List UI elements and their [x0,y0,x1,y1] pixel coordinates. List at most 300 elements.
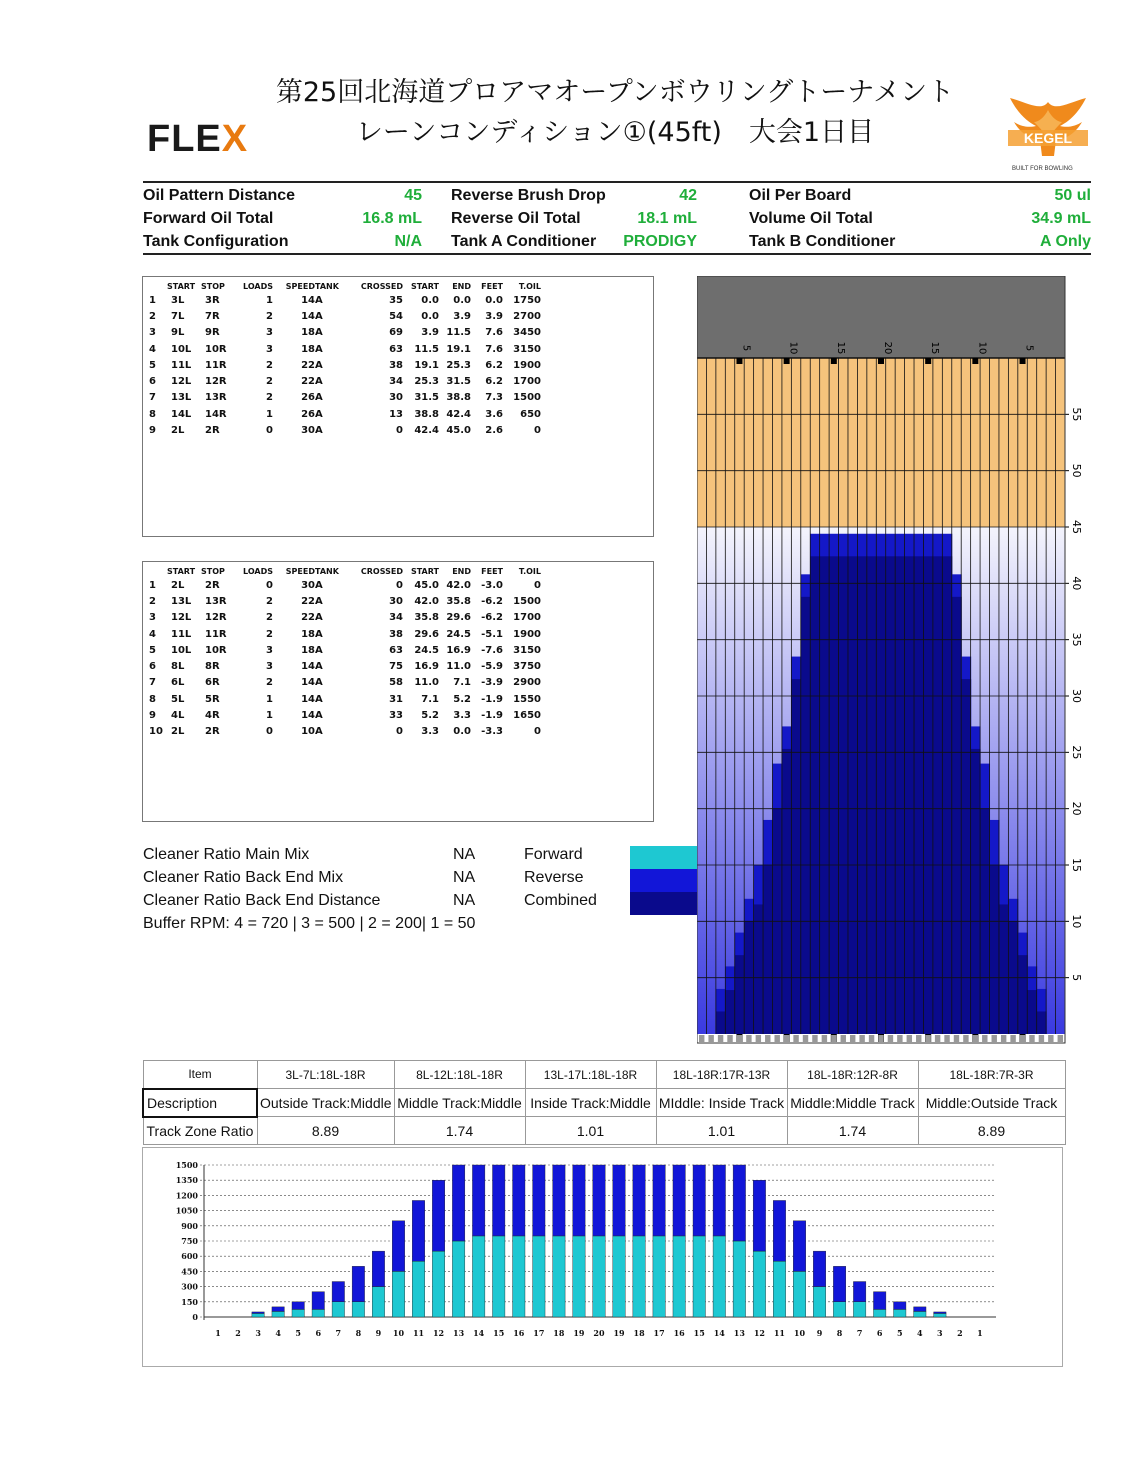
bar-segment-reverse [773,1200,785,1261]
pattern-summary [143,181,1091,255]
load-cell: 10R [205,343,227,355]
load-cell: 31.5 [414,392,439,404]
cleaner-label: Cleaner Ratio Main Mix [143,846,310,863]
load-cell: 3L [171,294,185,306]
distance-label: 50 [1070,463,1083,478]
load-cell: A [315,726,323,738]
target-marker [925,358,931,364]
load-cell: 19.1 [446,343,471,355]
load-cell: 4 [149,343,156,355]
legend-label: Forward [524,846,583,863]
zone-cell: Middle:Outside Track [918,1089,1065,1117]
bar-segment-reverse [693,1165,705,1236]
load-cell: 2 [266,359,273,371]
load-cell: 4 [149,628,156,640]
zone-cell: Middle Track:Middle [394,1089,525,1117]
board-label: 5 [1023,344,1035,352]
load-cell: 11.0 [414,677,439,689]
load-cell: 2 [266,677,273,689]
load-cell: 1750 [513,294,541,306]
bar-segment-reverse [553,1165,565,1236]
load-cell: 9R [205,327,220,339]
load-cell: 38 [389,628,403,640]
bar-segment-forward [332,1302,344,1317]
dot-marker [737,1035,742,1042]
load-cell: 5.2 [453,693,471,705]
load-cell: 9 [149,710,156,722]
load-cell: A [315,628,323,640]
bar-segment-forward [272,1311,284,1317]
zone-cell: Track Zone Ratio [143,1117,257,1145]
bar-segment-forward [312,1309,324,1317]
board-oil-dark [763,865,773,1034]
bar-segment-forward [733,1241,745,1317]
load-cell: 45.0 [414,579,439,591]
summary-label: Oil Per Board [749,187,852,204]
load-column-header: START [167,281,196,291]
load-column-header: SPEED [285,566,315,576]
load-cell: 7.6 [485,327,503,339]
dot-marker [831,1035,836,1042]
load-cell: 3 [266,661,273,673]
load-cell: 1 [266,294,273,306]
load-cell: -3.0 [481,579,503,591]
load-cell: 29.6 [446,612,471,624]
load-row [149,422,541,438]
load-cell: 4R [205,710,220,722]
board-oil-dark [971,749,981,1034]
summary-label: Reverse Oil Total [451,210,581,227]
load-row [149,390,541,406]
load-cell: 6R [205,677,220,689]
bar-segment-forward [493,1236,505,1317]
zone-row [143,1061,1065,1089]
load-cell: 38.8 [446,392,471,404]
load-row [149,341,541,357]
load-column-header: SPEED [285,281,315,291]
load-cell: 3R [205,294,220,306]
load-cell: 2 [266,376,273,388]
board-oil-dark [1018,955,1028,1034]
summary-label: Forward Oil Total [143,210,274,227]
x-tick-label: 7 [335,1328,342,1338]
load-cell: A [315,579,323,591]
summary-label: Tank B Conditioner [749,233,896,250]
summary-value: 16.8 mL [362,210,422,227]
x-tick-label: 6 [315,1328,322,1338]
summary-value: N/A [394,233,422,250]
load-cell: 10L [171,343,192,355]
load-column-header: START [410,566,439,576]
x-tick-label: 12 [753,1328,765,1338]
x-tick-label: 19 [613,1328,625,1338]
load-cell: 9 [149,425,156,437]
load-cell: 11R [205,628,227,640]
load-row [149,292,541,308]
bar-segment-reverse [914,1307,926,1312]
zone-cell: Inside Track:Middle [525,1089,656,1117]
cleaner-value: NA [453,892,476,909]
summary-value: 34.9 mL [1031,210,1091,227]
load-cell: -6.2 [481,595,503,607]
x-tick-label: 7 [856,1328,863,1338]
load-cell: 5 [149,359,156,371]
load-column-header: START [167,566,196,576]
board-oil-dark [829,556,839,1034]
load-cell: 11L [171,628,192,640]
load-cell: 22 [301,359,315,371]
bar-segment-reverse [432,1180,444,1251]
bar-segment-reverse [352,1266,364,1301]
load-cell: -5.9 [481,661,503,673]
bar-segment-reverse [372,1251,384,1286]
bar-segment-forward [513,1236,525,1317]
load-cell: 3450 [513,327,541,339]
bar-segment-forward [773,1261,785,1317]
load-cell: A [315,644,323,656]
dot-marker [708,1035,713,1042]
distance-label: 40 [1070,576,1083,591]
load-cell: 1700 [513,376,541,388]
legend-reverse-swatch [630,869,698,892]
x-tick-label: 16 [673,1328,685,1338]
dot-marker [803,1035,808,1042]
x-tick-label: 5 [295,1328,301,1338]
load-column-header: FEET [481,566,503,576]
bar-segment-forward [653,1236,665,1317]
x-tick-label: 14 [473,1328,485,1338]
legend-label: Combined [524,892,597,909]
x-tick-label: 3 [937,1328,943,1338]
cleaner-label: Cleaner Ratio Back End Mix [143,869,344,886]
load-cell: 1900 [513,359,541,371]
x-tick-label: 10 [392,1328,405,1338]
load-cell: 6 [149,376,156,388]
y-tick-label: 450 [181,1266,198,1277]
load-row [149,373,541,389]
bar-segment-reverse [513,1165,525,1236]
distance-label: 25 [1070,745,1083,760]
load-cell: 0 [266,425,273,437]
load-cell: 1 [149,579,156,591]
zone-cell: Middle:Middle Track [787,1089,918,1117]
dot-marker [774,1035,779,1042]
load-column-header: CROSSED [360,281,403,291]
board-label: 5 [740,344,752,352]
y-tick-label: 300 [181,1281,198,1292]
zone-cell: 1.74 [394,1117,525,1145]
load-cell: 14 [301,310,315,322]
y-tick-label: 600 [181,1251,198,1262]
x-tick-label: 20 [593,1328,605,1338]
x-tick-label: 14 [713,1328,725,1338]
cleaner-label: Cleaner Ratio Back End Distance [143,892,381,909]
x-tick-label: 11 [773,1328,786,1338]
legend-label: Reverse [524,869,584,886]
load-cell: 42.0 [414,595,439,607]
x-tick-label: 16 [513,1328,525,1338]
summary-value: 45 [404,187,422,204]
forward-load-table [142,276,654,537]
load-cell: 7.1 [421,693,439,705]
load-cell: 3 [266,327,273,339]
summary-value: 18.1 mL [637,210,697,227]
load-cell: 14L [171,408,192,420]
load-cell: 63 [389,644,403,656]
bar-segment-forward [914,1311,926,1317]
x-tick-label: 2 [957,1328,963,1338]
load-column-header: LOADS [243,566,273,576]
dot-marker [963,1035,968,1042]
bar-segment-forward [853,1302,865,1317]
x-tick-label: 11 [412,1328,425,1338]
load-cell: 7.1 [453,677,471,689]
load-cell: 11R [205,359,227,371]
load-cell: 3.9 [421,327,439,339]
load-cell: 1900 [513,628,541,640]
cleaner-value: NA [453,846,476,863]
bar-segment-reverse [813,1251,825,1286]
bar-segment-reverse [613,1165,625,1236]
load-cell: 4L [171,710,185,722]
bar-segment-reverse [573,1165,585,1236]
load-cell: 22 [301,595,315,607]
dot-marker [925,1035,930,1042]
zone-cell: MIddle: Inside Track [656,1089,787,1117]
dot-marker [954,1035,959,1042]
load-cell: A [315,392,323,404]
bar-segment-reverse [653,1165,665,1236]
x-tick-label: 15 [493,1328,505,1338]
dot-marker [859,1035,864,1042]
load-cell: 18 [301,644,315,656]
board-oil-dark [725,990,735,1034]
distance-label: 15 [1070,858,1083,872]
load-cell: 0 [266,579,273,591]
target-marker [784,358,790,364]
x-tick-label: 12 [432,1328,445,1338]
lane-oil-map [697,276,1097,1046]
load-cell: 3.3 [453,710,471,722]
board-oil-dark [839,556,849,1034]
board-oil-dark [876,556,886,1034]
load-cell: 7.6 [485,343,503,355]
x-tick-label: 1 [977,1328,983,1338]
load-cell: 2L [171,425,185,437]
load-cell: A [315,595,323,607]
legend-forward-swatch [630,846,698,869]
load-cell: -1.9 [481,693,503,705]
zone-cell: 8.89 [918,1117,1065,1145]
load-cell: A [315,677,323,689]
board-label: 15 [929,341,941,355]
bar-segment-forward [613,1236,625,1317]
dot-marker [888,1035,893,1042]
load-cell: 11L [171,359,192,371]
target-marker [736,358,742,364]
load-row [149,593,541,609]
summary-label: Tank Configuration [143,233,289,250]
board-oil-dark [810,556,820,1034]
kegel-tagline: BUILT FOR BOWLING [1012,166,1073,172]
bar-segment-reverse [252,1312,264,1314]
zone-cell: 1.01 [525,1117,656,1145]
board-label: 15 [834,341,846,355]
dot-marker [878,1035,883,1042]
distance-label: 45 [1070,520,1083,534]
page-subtitle: レーンコンディション①(45ft) 大会1日目 [355,117,875,148]
bar-segment-reverse [894,1302,906,1310]
board-oil-dark [820,556,830,1034]
bar-segment-reverse [753,1180,765,1251]
summary-label: Tank A Conditioner [451,233,597,250]
load-cell: 33 [389,710,403,722]
dot-marker [916,1035,921,1042]
load-cell: 2 [266,392,273,404]
load-row [149,724,541,740]
load-cell: 2 [149,595,156,607]
summary-row [143,185,1091,208]
load-cell: 6L [171,677,185,689]
dot-marker [992,1035,997,1042]
bar-segment-reverse [873,1292,885,1310]
dot-marker [850,1035,855,1042]
summary-label: Reverse Brush Drop [451,187,606,204]
bar-segment-reverse [633,1165,645,1236]
bar-segment-reverse [493,1165,505,1236]
load-cell: 5R [205,693,220,705]
load-cell: 12R [205,376,227,388]
load-cell: 2 [266,595,273,607]
load-cell: 25.3 [414,376,439,388]
bar-segment-forward [553,1236,565,1317]
bar-segment-reverse [833,1266,845,1301]
load-cell: 9L [171,327,185,339]
bar-segment-reverse [733,1165,745,1241]
load-cell: 0.0 [485,294,503,306]
load-cell: 45.0 [446,425,471,437]
bar-segment-forward [813,1287,825,1317]
buffer-rpm: Buffer RPM: 4 = 720 | 3 = 500 | 2 = 200| 1 = 50 [143,915,476,932]
dot-marker [1001,1035,1006,1042]
load-cell: 6 [149,661,156,673]
load-cell: 8 [149,408,156,420]
zone-cell: 18L-18R:12R-8R [787,1061,918,1089]
load-cell: 10 [149,726,163,738]
zone-cell: Item [143,1061,257,1089]
load-cell: 13L [171,392,192,404]
load-cell: 2R [205,425,220,437]
load-cell: A [315,693,323,705]
load-cell: 0.0 [421,310,439,322]
load-cell: A [315,612,323,624]
bar-segment-forward [352,1302,364,1317]
load-cell: 1 [149,294,156,306]
x-tick-label: 4 [275,1328,281,1338]
load-cell: -3.9 [481,677,503,689]
load-cell: 38 [389,359,403,371]
zone-cell: 3L-7L:18L-18R [257,1061,394,1089]
load-cell: 10L [171,644,192,656]
dot-marker [1020,1035,1025,1042]
bar-segment-forward [392,1271,404,1317]
summary-value: 50 ul [1054,187,1091,204]
load-cell: 2900 [513,677,541,689]
load-cell: 11.5 [414,343,439,355]
load-cell: 2L [171,726,185,738]
load-cell: 1500 [513,392,541,404]
load-cell: 2L [171,579,185,591]
load-cell: A [315,327,323,339]
load-cell: A [315,359,323,371]
summary-row [143,231,1091,254]
dot-marker [935,1035,940,1042]
target-marker [972,358,978,364]
load-cell: 18 [301,327,315,339]
load-cell: -1.9 [481,710,503,722]
bar-segment-forward [292,1309,304,1317]
bar-segment-forward [873,1309,885,1317]
bar-segment-forward [412,1261,424,1317]
load-row [149,308,541,324]
load-cell: 12L [171,612,192,624]
load-cell: 22 [301,612,315,624]
board-label: 20 [882,341,893,355]
load-column-header: FEET [481,281,503,291]
load-cell: 24.5 [414,644,439,656]
bar-segment-reverse [292,1302,304,1310]
load-cell: 30 [389,595,403,607]
load-cell: 13 [389,408,403,420]
dot-marker [982,1035,987,1042]
load-row [149,675,541,691]
load-cell: 3.9 [485,310,503,322]
load-column-header: START [410,281,439,291]
bar-segment-forward [593,1236,605,1317]
summary-value: A Only [1040,233,1091,250]
dot-marker [1039,1035,1044,1042]
board-oil-dark [933,556,943,1034]
load-cell: 3150 [513,343,541,355]
load-cell: A [315,408,323,420]
load-cell: 0.0 [421,294,439,306]
y-tick-label: 1500 [175,1160,198,1170]
bar-segment-reverse [713,1165,725,1236]
load-cell: 2R [205,726,220,738]
flex-logo: FLEX [147,118,249,160]
load-cell: 6.2 [485,359,503,371]
load-cell: 19.1 [414,359,439,371]
load-cell: A [315,661,323,673]
load-row [149,406,541,422]
y-tick-label: 150 [181,1296,198,1307]
distance-label: 10 [1070,914,1083,929]
bar-segment-reverse [452,1165,464,1241]
load-cell: 14 [301,677,315,689]
bar-segment-reverse [593,1165,605,1236]
load-cell: 3 [266,644,273,656]
bar-segment-forward [894,1309,906,1317]
load-cell: 22 [301,376,315,388]
load-cell: -3.3 [481,726,503,738]
y-tick-label: 900 [181,1220,198,1231]
load-cell: 7R [205,310,220,322]
zone-cell: 1.74 [787,1117,918,1145]
dot-marker [765,1035,770,1042]
load-cell: 6.2 [485,376,503,388]
page-title: 第25回北海道プロアマオープンボウリングトーナメント [275,77,955,108]
load-cell: 3.9 [453,310,471,322]
